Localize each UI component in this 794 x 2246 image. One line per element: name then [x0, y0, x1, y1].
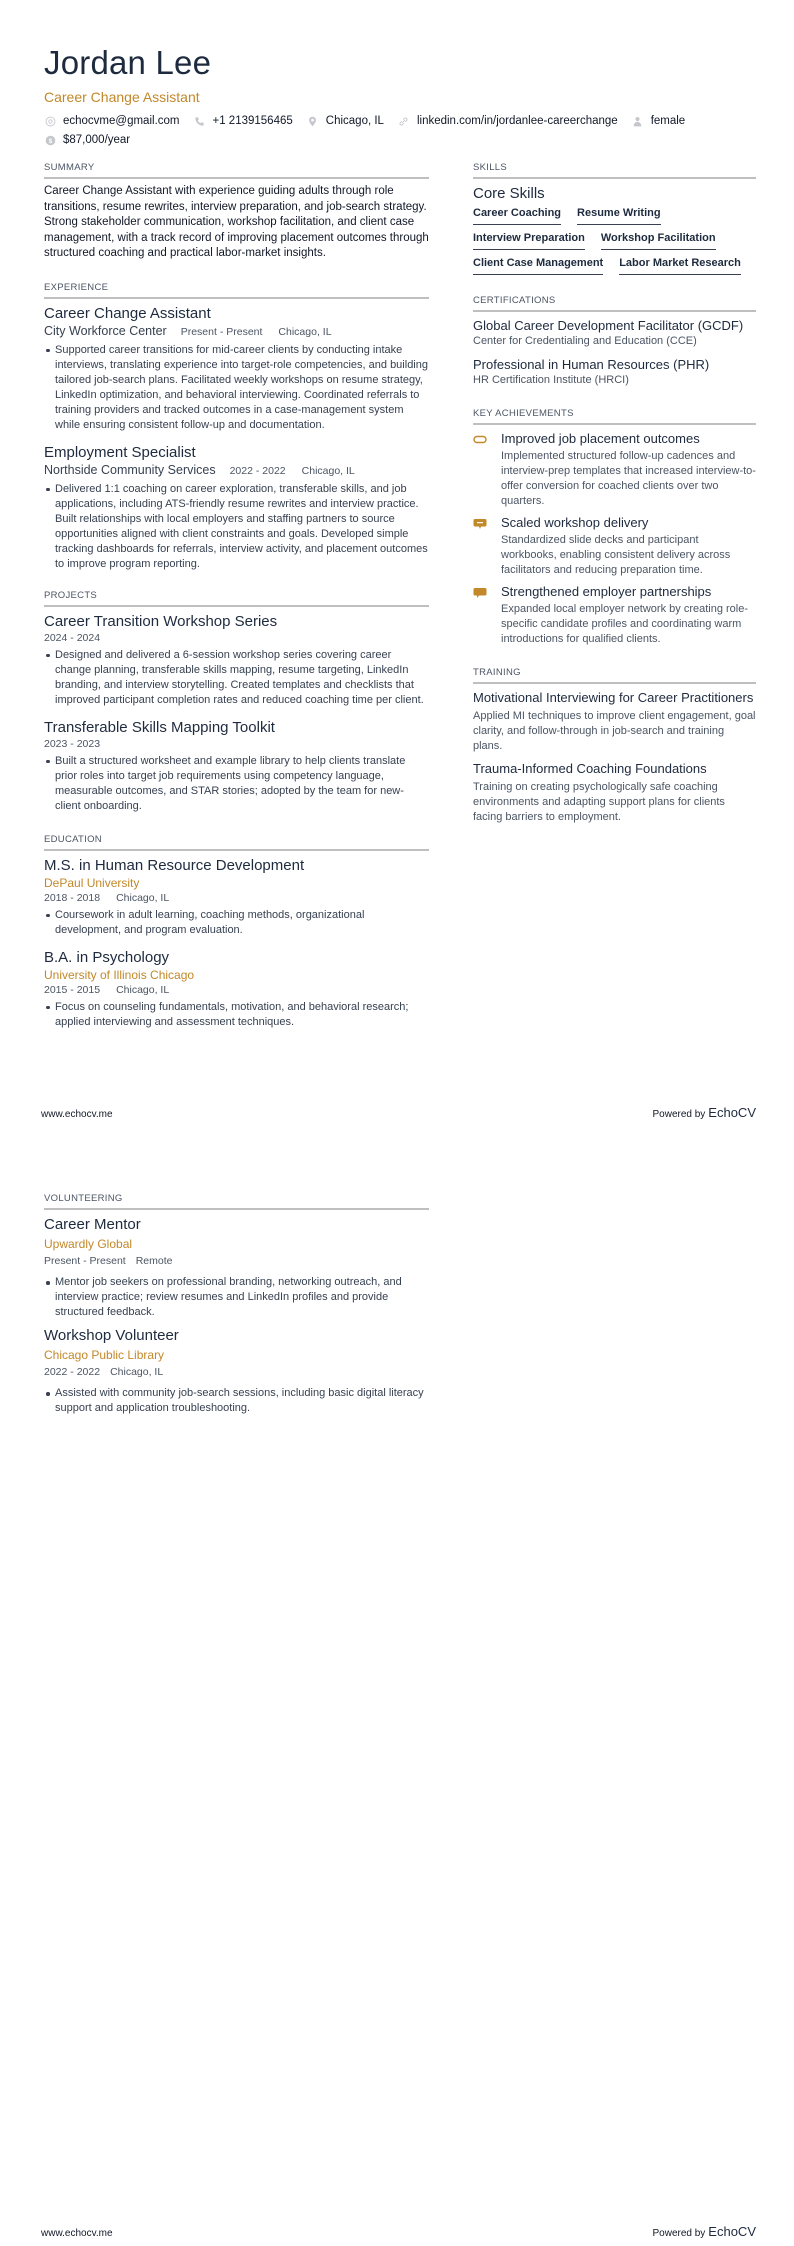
experience-role: Career Change Assistant	[44, 304, 211, 322]
experience-org: Northside Community Services	[44, 462, 216, 477]
volunteer-location: Remote	[135, 1255, 173, 1267]
volunteer-org: Chicago Public Library	[44, 1348, 165, 1362]
presentation-chat-icon	[473, 517, 487, 578]
volunteer-bullets	[44, 1386, 429, 1416]
education-school: DePaul University	[44, 875, 140, 890]
bullet: Focus on counseling fundamentals, motivation, and behavioral research; applied interviewing and assessment techniques.	[44, 1000, 429, 1030]
achievement-desc: Implemented structured follow-up cadences and interview-prep templates that increased interview-to-offer conversion for coached clients over two quarters.	[501, 450, 756, 507]
at-icon	[44, 116, 56, 128]
skill-tag: Resume Writing	[577, 206, 661, 225]
person-icon	[632, 116, 644, 128]
project-title: Transferable Skills Mapping Toolkit	[44, 718, 275, 736]
education-meta	[44, 983, 429, 998]
svg-text:$: $	[48, 137, 52, 145]
section-label-training: TRAINING	[473, 667, 756, 684]
education-entry	[44, 856, 429, 938]
skill-tag: Labor Market Research	[619, 256, 741, 275]
volunteering-section	[44, 1193, 429, 1416]
footer-powered-label: Powered by	[652, 1109, 706, 1120]
project-dates-row	[44, 631, 429, 646]
skills-group-title: Core Skills	[473, 185, 545, 202]
education-degree: B.A. in Psychology	[44, 948, 170, 966]
skill-tag: Workshop Facilitation	[601, 231, 716, 250]
section-label-education: EDUCATION	[44, 834, 429, 851]
certification-title: Professional in Human Resources (PHR)	[473, 357, 710, 372]
volunteer-meta	[44, 1254, 429, 1269]
achievement-title: Strengthened employer partnerships	[501, 584, 712, 599]
resume-page-2	[0, 1123, 794, 2246]
education-school: University of Illinois Chicago	[44, 967, 195, 982]
education-meta	[44, 891, 429, 906]
volunteer-bullets	[44, 1275, 429, 1320]
section-label-experience: EXPERIENCE	[44, 282, 429, 299]
experience-meta	[44, 323, 429, 341]
section-label-achievements: KEY ACHIEVEMENTS	[473, 408, 756, 425]
section-label-certifications: CERTIFICATIONS	[473, 295, 756, 312]
contact-gender	[632, 114, 686, 129]
volunteer-entry	[44, 1326, 429, 1416]
project-bullets	[44, 754, 429, 814]
skill-tag: Interview Preparation	[473, 231, 585, 250]
education-bullets	[44, 1000, 429, 1030]
experience-bullets	[44, 343, 429, 433]
summary-section	[44, 162, 429, 262]
education-bullets	[44, 908, 429, 938]
training-section	[473, 667, 756, 825]
bullet: Supported career transitions for mid-career clients by conducting intake interviews, translating experience into target-role competencies, and building tailored job-search plans. Facilitated weekly workshops on resume strategy, LinkedIn optimization, and behavioral interviewing. Coordinated referrals to training providers and tracked outcomes in a case-management system while ensuring consistent follow-up and documentation.	[44, 343, 429, 433]
bullet: Assisted with community job-search sessions, including basic digital literacy support and application troubleshooting.	[44, 1386, 429, 1416]
certification-title: Global Career Development Facilitator (GCDF)	[473, 318, 744, 333]
experience-dates: Present - Present	[180, 325, 263, 338]
project-dates-row	[44, 737, 429, 752]
volunteer-meta	[44, 1365, 429, 1380]
education-section	[44, 834, 429, 1030]
volunteer-role: Workshop Volunteer	[44, 1327, 179, 1344]
section-label-skills: SKILLS	[473, 162, 756, 179]
location-pin-icon	[307, 116, 319, 128]
certifications-section	[473, 295, 756, 388]
training-desc: Applied MI techniques to improve client engagement, goal clarity, and follow-through in job-search and training plans.	[473, 710, 756, 752]
link-icon	[398, 116, 410, 128]
achievement-entry	[473, 430, 756, 509]
volunteer-dates: Present - Present	[44, 1255, 126, 1267]
candidate-name: Jordan Lee	[44, 44, 212, 81]
training-entry	[473, 689, 756, 754]
footer-brand[interactable]: EchoCV	[708, 2224, 756, 2239]
contact-email[interactable]	[44, 114, 180, 129]
section-label-summary: SUMMARY	[44, 162, 429, 179]
contact-location-text: Chicago, IL	[325, 115, 384, 127]
education-location: Chicago, IL	[116, 891, 170, 904]
contact-email-text: echocvme@gmail.com	[63, 115, 180, 127]
phone-icon	[194, 116, 206, 128]
volunteer-location: Chicago, IL	[110, 1366, 164, 1378]
achievements-section	[473, 408, 756, 647]
volunteer-org: Upwardly Global	[44, 1237, 133, 1251]
contact-linkedin[interactable]	[398, 114, 618, 129]
project-entry	[44, 718, 429, 814]
certification-entry	[473, 317, 756, 349]
project-bullets	[44, 648, 429, 708]
bullet: Designed and delivered a 6-session workshop series covering career change planning, transferable skills mapping, resume targeting, LinkedIn branding, and interview storytelling. Created templates and checklists that improved participant completion rates and reduced coaching time per client.	[44, 648, 429, 708]
page-footer	[41, 1104, 756, 1122]
project-entry	[44, 612, 429, 708]
contact-phone[interactable]	[194, 114, 293, 129]
experience-role: Employment Specialist	[44, 443, 196, 461]
resume-header	[44, 44, 754, 148]
training-title: Trauma-Informed Coaching Foundations	[473, 761, 707, 776]
training-entry	[473, 760, 756, 825]
contact-linkedin-text: linkedin.com/in/jordanlee-careerchange	[416, 115, 618, 127]
section-label-projects: PROJECTS	[44, 590, 429, 607]
contact-phone-text: +1 2139156465	[212, 115, 293, 127]
skills-list	[473, 206, 756, 275]
candidate-title: Career Change Assistant	[44, 89, 200, 105]
experience-location: Chicago, IL	[301, 464, 355, 477]
footer-url[interactable]: www.echocv.me	[41, 2228, 113, 2239]
achievement-desc: Standardized slide decks and participant workbooks, enabling consistent delivery across facilitators and reducing preparation time.	[501, 534, 731, 576]
footer-powered	[652, 1104, 756, 1122]
education-dates: 2015 - 2015	[44, 983, 101, 996]
project-dates: 2024 - 2024	[44, 631, 101, 644]
achievement-entry	[473, 514, 756, 578]
training-title: Motivational Interviewing for Career Practitioners	[473, 690, 754, 705]
education-dates: 2018 - 2018	[44, 891, 101, 904]
contact-list	[44, 114, 764, 148]
skills-section	[473, 162, 756, 275]
section-label-volunteering: VOLUNTEERING	[44, 1193, 429, 1210]
experience-entry	[44, 443, 429, 572]
project-dates: 2023 - 2023	[44, 737, 101, 750]
training-desc: Training on creating psychologically safe coaching environments and adapting support plans for clients facing barriers to employment.	[473, 781, 725, 823]
education-entry	[44, 948, 429, 1030]
footer-url[interactable]: www.echocv.me	[41, 1109, 113, 1120]
footer-brand[interactable]: EchoCV	[708, 1105, 756, 1120]
experience-bullets	[44, 482, 429, 572]
salary-icon	[44, 135, 56, 147]
projects-section	[44, 590, 429, 814]
experience-org: City Workforce Center	[44, 323, 167, 338]
skill-tag: Client Case Management	[473, 256, 603, 275]
experience-location: Chicago, IL	[278, 325, 332, 338]
right-column	[473, 162, 756, 841]
footer-powered	[652, 2223, 756, 2241]
certification-issuer: Center for Credentialing and Education (CCE)	[473, 335, 697, 347]
experience-meta	[44, 462, 429, 480]
outline-badge-icon	[473, 433, 487, 509]
experience-dates: 2022 - 2022	[229, 464, 286, 477]
skill-tag: Career Coaching	[473, 206, 561, 225]
contact-gender-text: female	[650, 115, 686, 127]
education-location: Chicago, IL	[116, 983, 170, 996]
volunteer-entry	[44, 1215, 429, 1320]
left-column	[44, 162, 429, 1046]
education-degree: M.S. in Human Resource Development	[44, 856, 305, 874]
contact-salary	[44, 133, 130, 148]
summary-text: Career Change Assistant with experience guiding adults through role transitions, resume rewrites, interview preparation, and job-search strategy. Strong stakeholder communication, workshop facilitation, and client case management, with a track record of improving placement outcomes through structured coaching and practical labor-market insights.	[44, 185, 429, 260]
volunteer-dates: 2022 - 2022	[44, 1366, 101, 1378]
project-title: Career Transition Workshop Series	[44, 612, 278, 630]
page-footer	[41, 2223, 756, 2241]
footer-powered-label: Powered by	[652, 2228, 706, 2239]
contact-location	[307, 114, 384, 129]
experience-section	[44, 282, 429, 572]
certification-entry	[473, 356, 756, 388]
volunteer-role: Career Mentor	[44, 1216, 141, 1233]
speech-bubble-icon	[473, 586, 487, 647]
achievement-desc: Expanded local employer network by creating role-specific candidate profiles and coordinating warm introductions for qualified clients.	[501, 603, 749, 645]
bullet: Mentor job seekers on professional branding, networking outreach, and interview practice; review resumes and LinkedIn profiles and provide structured feedback.	[44, 1275, 429, 1320]
bullet: Built a structured worksheet and example library to help clients translate prior roles into target job requirements using competency language, measurable outcomes, and STAR stories; adopted by the team for new-client onboarding.	[44, 754, 429, 814]
contact-salary-text: $87,000/year	[63, 134, 131, 146]
bullet: Delivered 1:1 coaching on career exploration, transferable skills, and job applications, including ATS-friendly resume rewrites and interview practice. Built relationships with local employers and staffing partners to source opportunities aligned with client constraints and goals. Developed simple tracking dashboards for referrals, interview activity, and placement outcomes to improve program reporting.	[44, 482, 429, 572]
left-column-page-2	[44, 1193, 429, 1432]
achievement-entry	[473, 583, 756, 647]
bullet: Coursework in adult learning, coaching methods, organizational development, and program evaluation.	[44, 908, 429, 938]
achievement-title: Scaled workshop delivery	[501, 515, 649, 530]
achievement-title: Improved job placement outcomes	[501, 431, 700, 446]
experience-entry	[44, 304, 429, 433]
certification-issuer: HR Certification Institute (HRCI)	[473, 374, 629, 386]
